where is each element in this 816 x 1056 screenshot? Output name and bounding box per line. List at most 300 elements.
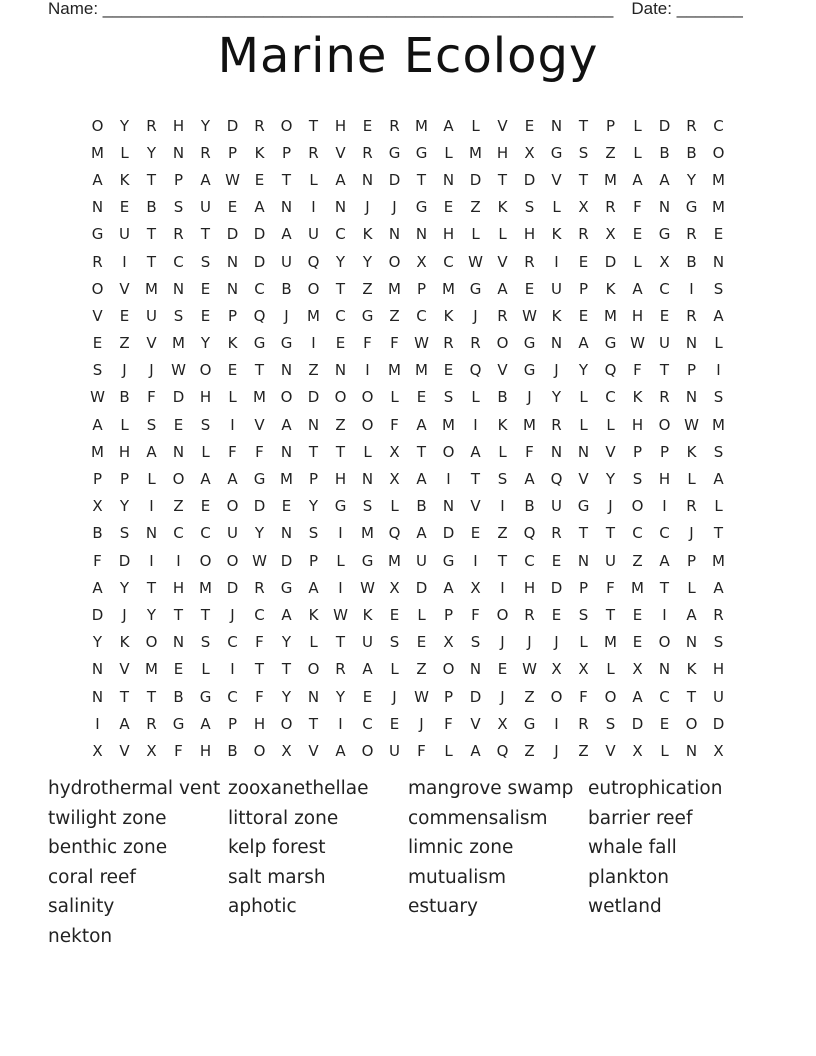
grid-letter[interactable]: D (469, 170, 482, 189)
grid-letter[interactable]: D (631, 714, 644, 733)
grid-letter[interactable]: F (147, 388, 156, 407)
grid-letter[interactable]: R (551, 524, 562, 543)
grid-letter[interactable]: N (658, 198, 671, 217)
grid-letter[interactable]: U (227, 524, 238, 543)
grid-letter[interactable]: V (551, 170, 562, 189)
grid-letter[interactable]: P (308, 551, 319, 570)
grid-letter[interactable]: M (712, 415, 725, 434)
grid-letter[interactable]: L (579, 633, 588, 652)
grid-letter[interactable]: Y (335, 687, 346, 706)
grid-letter[interactable]: N (280, 442, 293, 461)
grid-letter[interactable]: O (280, 714, 293, 733)
grid-letter[interactable]: P (443, 687, 454, 706)
grid-letter[interactable]: R (659, 388, 670, 407)
grid-letter[interactable]: M (145, 660, 158, 679)
grid-letter[interactable]: T (146, 225, 157, 244)
grid-letter[interactable]: E (416, 388, 427, 407)
grid-letter[interactable]: E (578, 252, 589, 271)
grid-letter[interactable]: A (281, 605, 292, 624)
grid-letter[interactable]: S (578, 143, 589, 162)
grid-letter[interactable]: J (554, 741, 559, 760)
grid-letter[interactable]: T (335, 442, 346, 461)
grid-letter[interactable]: X (578, 198, 589, 217)
grid-letter[interactable]: Q (523, 524, 536, 543)
grid-letter[interactable]: S (362, 497, 373, 516)
grid-letter[interactable]: I (554, 252, 559, 271)
grid-letter[interactable]: E (362, 687, 373, 706)
grid-letter[interactable]: N (550, 442, 563, 461)
grid-letter[interactable]: G (388, 143, 401, 162)
grid-letter[interactable]: T (254, 361, 265, 380)
grid-letter[interactable]: P (281, 143, 292, 162)
grid-letter[interactable]: E (362, 116, 373, 135)
grid-letter[interactable]: E (524, 116, 535, 135)
grid-letter[interactable]: N (226, 252, 239, 271)
grid-letter[interactable]: E (443, 198, 454, 217)
grid-letter[interactable]: T (146, 578, 157, 597)
grid-letter[interactable]: I (689, 279, 694, 298)
grid-letter[interactable]: R (605, 198, 616, 217)
grid-letter[interactable]: L (120, 143, 129, 162)
grid-letter[interactable]: V (146, 334, 157, 353)
grid-letter[interactable]: A (416, 524, 427, 543)
grid-letter[interactable]: A (200, 170, 211, 189)
grid-letter[interactable]: X (281, 741, 292, 760)
grid-letter[interactable]: B (119, 388, 130, 407)
grid-letter[interactable]: A (632, 170, 643, 189)
grid-letter[interactable]: N (712, 252, 725, 271)
grid-letter[interactable]: Y (200, 334, 211, 353)
grid-letter[interactable]: Z (335, 415, 346, 434)
grid-letter[interactable]: A (578, 334, 589, 353)
grid-letter[interactable]: R (713, 605, 724, 624)
grid-letter[interactable]: K (551, 306, 562, 325)
grid-letter[interactable]: N (415, 225, 428, 244)
grid-letter[interactable]: O (199, 361, 212, 380)
grid-letter[interactable]: L (552, 198, 561, 217)
grid-letter[interactable]: F (471, 605, 480, 624)
grid-letter[interactable]: N (442, 170, 455, 189)
grid-letter[interactable]: C (524, 551, 535, 570)
grid-letter[interactable]: G (172, 714, 185, 733)
grid-letter[interactable]: M (388, 279, 401, 298)
grid-letter[interactable]: H (334, 116, 347, 135)
grid-letter[interactable]: C (632, 524, 643, 543)
grid-letter[interactable]: N (550, 334, 563, 353)
grid-letter[interactable]: R (524, 605, 535, 624)
grid-letter[interactable]: C (200, 524, 211, 543)
grid-letter[interactable]: P (308, 470, 319, 489)
grid-letter[interactable]: M (91, 442, 104, 461)
grid-letter[interactable]: I (122, 252, 127, 271)
grid-letter[interactable]: B (659, 143, 670, 162)
grid-letter[interactable]: C (173, 524, 184, 543)
grid-letter[interactable]: C (605, 388, 616, 407)
grid-letter[interactable]: O (91, 279, 104, 298)
grid-letter[interactable]: K (119, 170, 130, 189)
grid-letter[interactable]: I (230, 660, 235, 679)
grid-letter[interactable]: S (578, 605, 589, 624)
grid-letter[interactable]: J (554, 633, 559, 652)
grid-letter[interactable]: M (631, 578, 644, 597)
grid-letter[interactable]: E (200, 279, 211, 298)
grid-letter[interactable]: X (497, 714, 508, 733)
grid-letter[interactable]: C (173, 252, 184, 271)
grid-letter[interactable]: E (632, 633, 643, 652)
grid-letter[interactable]: B (524, 497, 535, 516)
grid-letter[interactable]: H (253, 714, 266, 733)
grid-letter[interactable]: M (415, 361, 428, 380)
grid-letter[interactable]: K (497, 198, 508, 217)
grid-letter[interactable]: E (389, 714, 400, 733)
grid-letter[interactable]: O (253, 741, 266, 760)
grid-letter[interactable]: R (551, 415, 562, 434)
grid-letter[interactable]: N (334, 361, 347, 380)
grid-letter[interactable]: Z (173, 497, 184, 516)
grid-letter[interactable]: P (416, 279, 427, 298)
grid-letter[interactable]: B (92, 524, 103, 543)
grid-letter[interactable]: J (149, 361, 154, 380)
grid-letter[interactable]: T (335, 633, 346, 652)
grid-letter[interactable]: F (174, 741, 183, 760)
grid-letter[interactable]: F (255, 442, 264, 461)
grid-letter[interactable]: F (606, 578, 615, 597)
grid-letter[interactable]: L (309, 633, 318, 652)
grid-letter[interactable]: T (146, 687, 157, 706)
grid-letter[interactable]: A (308, 578, 319, 597)
grid-letter[interactable]: D (415, 578, 428, 597)
grid-letter[interactable]: U (200, 198, 211, 217)
grid-letter[interactable]: D (712, 714, 725, 733)
grid-letter[interactable]: R (308, 143, 319, 162)
grid-letter[interactable]: N (172, 442, 185, 461)
grid-letter[interactable]: S (173, 198, 184, 217)
grid-letter[interactable]: T (308, 116, 319, 135)
grid-letter[interactable]: O (280, 116, 293, 135)
grid-letter[interactable]: A (713, 306, 724, 325)
grid-letter[interactable]: A (632, 687, 643, 706)
grid-letter[interactable]: R (254, 116, 265, 135)
grid-letter[interactable]: L (471, 225, 480, 244)
grid-letter[interactable]: B (497, 388, 508, 407)
grid-letter[interactable]: S (443, 388, 454, 407)
grid-letter[interactable]: O (226, 497, 239, 516)
grid-letter[interactable]: M (388, 551, 401, 570)
grid-letter[interactable]: U (281, 252, 292, 271)
grid-letter[interactable]: P (227, 143, 238, 162)
grid-letter[interactable]: D (442, 524, 455, 543)
grid-letter[interactable]: M (199, 578, 212, 597)
grid-letter[interactable]: K (686, 660, 697, 679)
grid-letter[interactable]: F (579, 687, 588, 706)
grid-letter[interactable]: H (631, 306, 644, 325)
grid-letter[interactable]: P (578, 578, 589, 597)
grid-letter[interactable]: P (578, 279, 589, 298)
grid-letter[interactable]: A (146, 442, 157, 461)
grid-letter[interactable]: H (442, 225, 455, 244)
grid-letter[interactable]: U (146, 306, 157, 325)
grid-letter[interactable]: F (363, 334, 372, 353)
grid-letter[interactable]: S (524, 198, 535, 217)
grid-letter[interactable]: E (551, 551, 562, 570)
grid-letter[interactable]: O (496, 334, 509, 353)
grid-letter[interactable]: I (311, 198, 316, 217)
grid-letter[interactable]: S (200, 252, 211, 271)
grid-letter[interactable]: K (119, 633, 130, 652)
grid-letter[interactable]: A (470, 442, 481, 461)
grid-letter[interactable]: C (713, 116, 724, 135)
grid-letter[interactable]: E (173, 660, 184, 679)
grid-letter[interactable]: O (199, 551, 212, 570)
grid-letter[interactable]: U (713, 687, 724, 706)
grid-letter[interactable]: I (446, 470, 451, 489)
grid-letter[interactable]: I (311, 334, 316, 353)
grid-letter[interactable]: G (199, 687, 212, 706)
grid-letter[interactable]: F (417, 741, 426, 760)
grid-letter[interactable]: V (308, 741, 319, 760)
grid-letter[interactable]: G (361, 306, 374, 325)
grid-letter[interactable]: A (254, 198, 265, 217)
grid-letter[interactable]: L (147, 470, 156, 489)
grid-letter[interactable]: O (145, 633, 158, 652)
grid-letter[interactable]: Y (335, 252, 346, 271)
grid-letter[interactable]: M (442, 415, 455, 434)
grid-letter[interactable]: R (524, 252, 535, 271)
grid-letter[interactable]: D (469, 687, 482, 706)
grid-letter[interactable]: S (146, 415, 157, 434)
grid-letter[interactable]: D (280, 551, 293, 570)
grid-letter[interactable]: K (227, 334, 238, 353)
grid-letter[interactable]: W (684, 415, 699, 434)
grid-letter[interactable]: T (146, 252, 157, 271)
grid-letter[interactable]: W (630, 334, 645, 353)
grid-letter[interactable]: L (444, 143, 453, 162)
grid-letter[interactable]: N (685, 334, 698, 353)
grid-letter[interactable]: L (714, 334, 723, 353)
grid-letter[interactable]: Q (253, 306, 266, 325)
grid-letter[interactable]: M (172, 334, 185, 353)
grid-letter[interactable]: E (443, 361, 454, 380)
grid-letter[interactable]: N (91, 660, 104, 679)
grid-letter[interactable]: N (685, 633, 698, 652)
grid-letter[interactable]: N (685, 741, 698, 760)
grid-letter[interactable]: I (338, 714, 343, 733)
grid-letter[interactable]: X (146, 741, 157, 760)
grid-letter[interactable]: G (469, 279, 482, 298)
grid-letter[interactable]: H (712, 660, 725, 679)
grid-letter[interactable]: C (254, 279, 265, 298)
grid-letter[interactable]: E (254, 170, 265, 189)
grid-letter[interactable]: X (605, 225, 616, 244)
grid-letter[interactable]: A (362, 660, 373, 679)
grid-letter[interactable]: E (497, 660, 508, 679)
date-field[interactable]: Date: _______ (631, 0, 743, 18)
grid-letter[interactable]: A (524, 470, 535, 489)
grid-letter[interactable]: O (388, 252, 401, 271)
grid-letter[interactable]: E (632, 225, 643, 244)
grid-letter[interactable]: Z (308, 361, 319, 380)
grid-letter[interactable]: Y (551, 388, 562, 407)
grid-letter[interactable]: I (716, 361, 721, 380)
grid-letter[interactable]: Z (524, 741, 535, 760)
grid-letter[interactable]: W (414, 687, 429, 706)
grid-letter[interactable]: G (280, 334, 293, 353)
grid-letter[interactable]: P (173, 170, 184, 189)
grid-letter[interactable]: D (658, 116, 671, 135)
grid-letter[interactable]: E (659, 714, 670, 733)
grid-letter[interactable]: T (578, 116, 589, 135)
grid-letter[interactable]: B (281, 279, 292, 298)
grid-letter[interactable]: L (606, 660, 615, 679)
grid-letter[interactable]: Y (92, 633, 103, 652)
grid-letter[interactable]: G (361, 551, 374, 570)
grid-letter[interactable]: I (338, 578, 343, 597)
grid-letter[interactable]: H (631, 415, 644, 434)
grid-letter[interactable]: E (227, 198, 238, 217)
grid-letter[interactable]: I (149, 497, 154, 516)
grid-letter[interactable]: P (686, 361, 697, 380)
grid-letter[interactable]: E (173, 415, 184, 434)
grid-letter[interactable]: M (712, 198, 725, 217)
grid-letter[interactable]: L (714, 497, 723, 516)
grid-letter[interactable]: A (443, 116, 454, 135)
grid-letter[interactable]: W (252, 551, 267, 570)
grid-letter[interactable]: C (335, 225, 346, 244)
grid-letter[interactable]: M (442, 279, 455, 298)
grid-letter[interactable]: G (442, 551, 455, 570)
grid-letter[interactable]: A (659, 170, 670, 189)
grid-letter[interactable]: R (146, 714, 157, 733)
grid-letter[interactable]: C (227, 633, 238, 652)
grid-letter[interactable]: O (172, 470, 185, 489)
grid-letter[interactable]: P (443, 605, 454, 624)
grid-letter[interactable]: K (254, 143, 265, 162)
grid-letter[interactable]: E (713, 225, 724, 244)
grid-letter[interactable]: Y (146, 143, 157, 162)
grid-letter[interactable]: B (227, 741, 238, 760)
grid-letter[interactable]: V (335, 143, 346, 162)
grid-letter[interactable]: L (228, 388, 237, 407)
grid-letter[interactable]: S (713, 388, 724, 407)
grid-letter[interactable]: A (497, 279, 508, 298)
grid-letter[interactable]: A (92, 170, 103, 189)
grid-letter[interactable]: Y (119, 116, 130, 135)
grid-letter[interactable]: O (361, 415, 374, 434)
grid-letter[interactable]: F (390, 415, 399, 434)
grid-letter[interactable]: D (226, 578, 239, 597)
grid-letter[interactable]: Y (605, 470, 616, 489)
grid-letter[interactable]: L (417, 605, 426, 624)
grid-letter[interactable]: N (280, 361, 293, 380)
grid-letter[interactable]: Q (604, 361, 617, 380)
grid-letter[interactable]: D (550, 578, 563, 597)
grid-letter[interactable]: F (255, 633, 264, 652)
grid-letter[interactable]: J (554, 361, 559, 380)
grid-letter[interactable]: M (280, 470, 293, 489)
grid-letter[interactable]: X (389, 442, 400, 461)
grid-letter[interactable]: T (605, 605, 616, 624)
grid-letter[interactable]: G (658, 225, 671, 244)
grid-letter[interactable]: J (392, 198, 397, 217)
grid-letter[interactable]: N (280, 524, 293, 543)
grid-letter[interactable]: U (416, 551, 427, 570)
grid-letter[interactable]: O (658, 633, 671, 652)
grid-letter[interactable]: F (525, 442, 534, 461)
grid-letter[interactable]: P (686, 551, 697, 570)
grid-letter[interactable]: R (578, 225, 589, 244)
grid-letter[interactable]: C (659, 524, 670, 543)
grid-letter[interactable]: P (92, 470, 103, 489)
grid-letter[interactable]: O (685, 714, 698, 733)
grid-letter[interactable]: Z (632, 551, 643, 570)
grid-letter[interactable]: N (307, 415, 320, 434)
grid-letter[interactable]: I (95, 714, 100, 733)
grid-letter[interactable]: M (388, 361, 401, 380)
grid-letter[interactable]: I (554, 714, 559, 733)
grid-letter[interactable]: R (389, 116, 400, 135)
grid-letter[interactable]: E (389, 605, 400, 624)
grid-letter[interactable]: F (633, 361, 642, 380)
grid-letter[interactable]: P (632, 442, 643, 461)
grid-letter[interactable]: T (254, 660, 265, 679)
grid-letter[interactable]: N (550, 116, 563, 135)
grid-letter[interactable]: D (523, 170, 536, 189)
grid-letter[interactable]: D (388, 170, 401, 189)
grid-letter[interactable]: R (200, 143, 211, 162)
grid-letter[interactable]: P (119, 470, 130, 489)
grid-letter[interactable]: N (685, 388, 698, 407)
grid-letter[interactable]: D (226, 225, 239, 244)
grid-letter[interactable]: X (524, 143, 535, 162)
grid-letter[interactable]: I (662, 605, 667, 624)
grid-letter[interactable]: T (173, 605, 184, 624)
grid-letter[interactable]: O (280, 388, 293, 407)
grid-letter[interactable]: L (498, 225, 507, 244)
grid-letter[interactable]: K (308, 605, 319, 624)
grid-letter[interactable]: Q (469, 361, 482, 380)
grid-letter[interactable]: N (658, 660, 671, 679)
grid-letter[interactable]: P (605, 116, 616, 135)
grid-letter[interactable]: M (604, 306, 617, 325)
grid-letter[interactable]: A (335, 741, 346, 760)
grid-letter[interactable]: E (227, 361, 238, 380)
grid-letter[interactable]: L (336, 551, 345, 570)
grid-letter[interactable]: J (284, 306, 289, 325)
grid-letter[interactable]: N (469, 660, 482, 679)
grid-letter[interactable]: X (470, 578, 481, 597)
grid-letter[interactable]: G (685, 198, 698, 217)
grid-letter[interactable]: X (92, 497, 103, 516)
grid-letter[interactable]: M (91, 143, 104, 162)
grid-letter[interactable]: P (227, 714, 238, 733)
grid-letter[interactable]: B (686, 143, 697, 162)
grid-letter[interactable]: G (253, 470, 266, 489)
grid-letter[interactable]: R (443, 334, 454, 353)
grid-letter[interactable]: O (712, 143, 725, 162)
grid-letter[interactable]: I (338, 524, 343, 543)
grid-letter[interactable]: A (119, 714, 130, 733)
grid-letter[interactable]: H (523, 225, 536, 244)
grid-letter[interactable]: R (362, 143, 373, 162)
grid-letter[interactable]: R (146, 116, 157, 135)
grid-letter[interactable]: N (577, 442, 590, 461)
grid-letter[interactable]: L (390, 660, 399, 679)
grid-letter[interactable]: H (523, 578, 536, 597)
grid-letter[interactable]: H (658, 470, 671, 489)
grid-letter[interactable]: V (605, 741, 616, 760)
grid-letter[interactable]: J (527, 633, 532, 652)
grid-letter[interactable]: T (713, 524, 724, 543)
